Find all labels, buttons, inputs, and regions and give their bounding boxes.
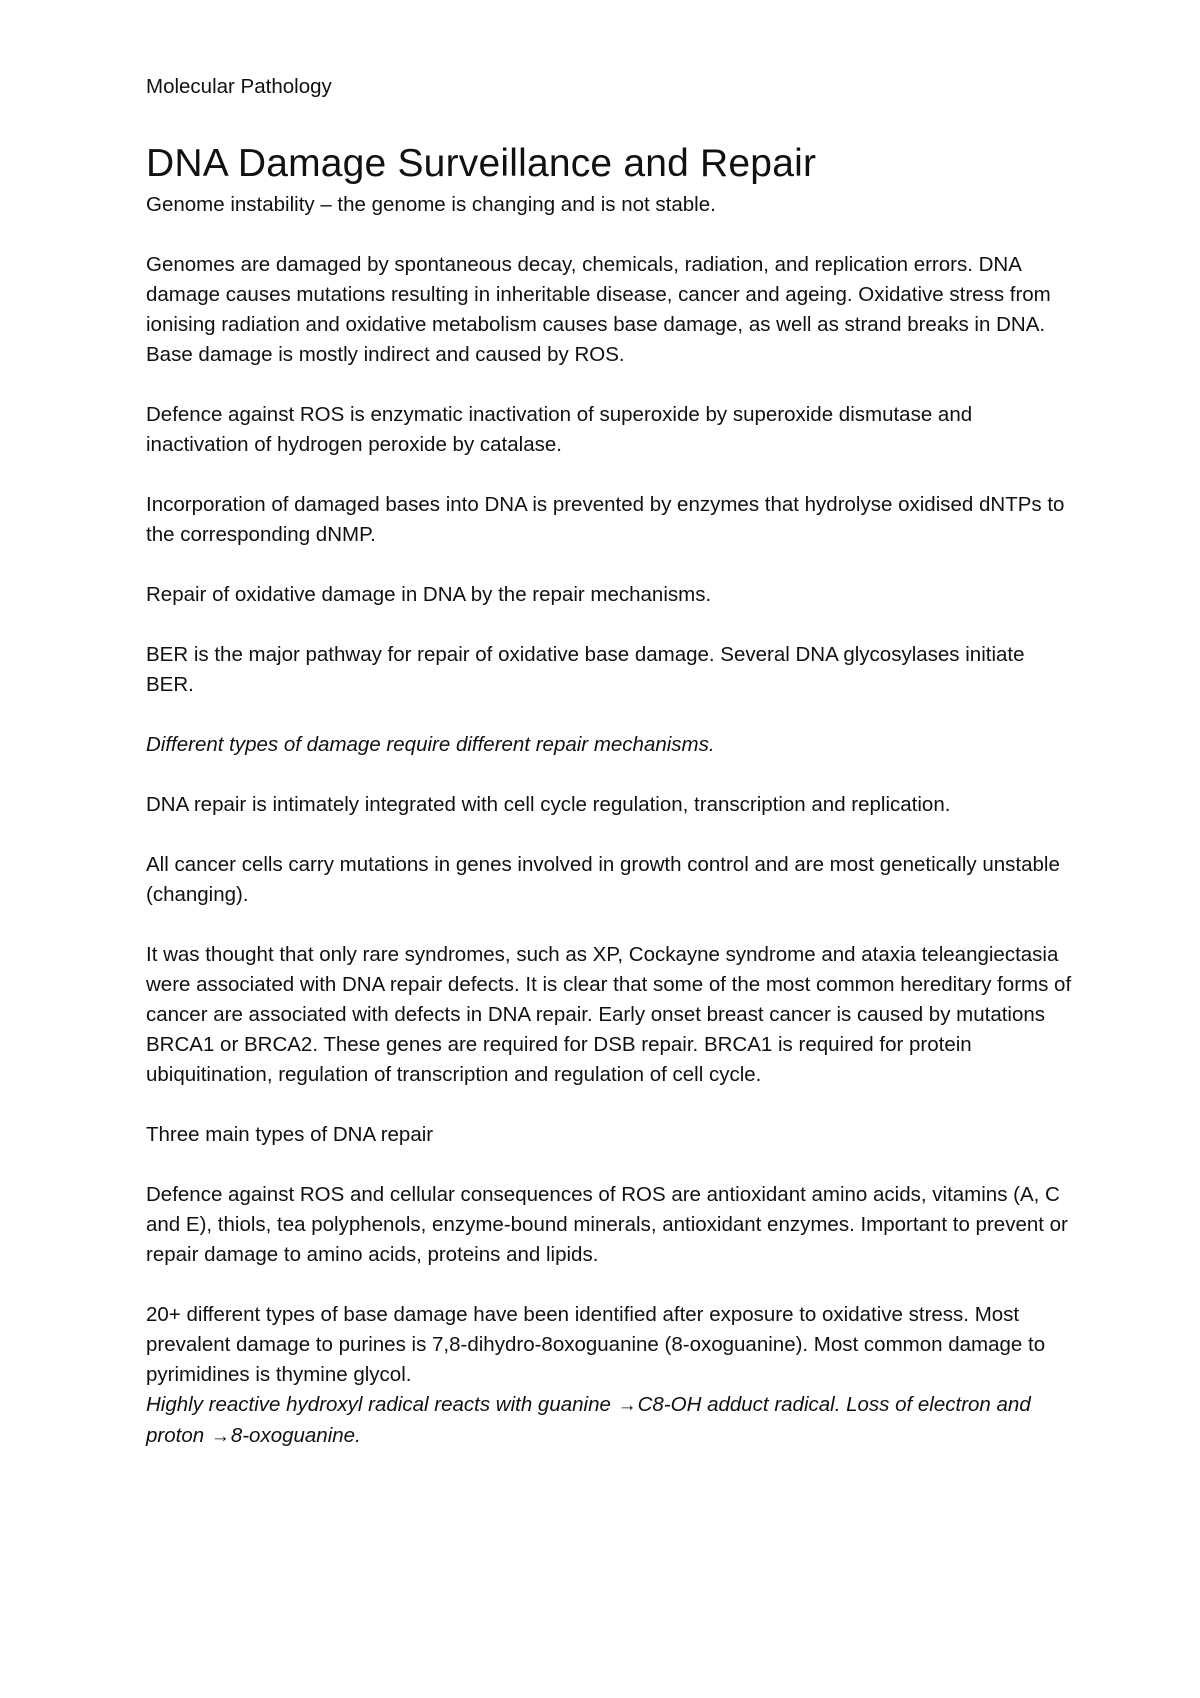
paragraph-antioxidants: Defence against ROS and cellular consequences of ROS are antioxidant amino acids, vitamins (A, C and E), thiols, tea polyphenols, enzyme-bound minerals, antioxidant enzymes. Important to prevent or repair damage to amino acids, proteins and lipids.: [146, 1183, 1068, 1266]
document-header: Molecular Pathology: [146, 75, 332, 98]
hydroxyl-text-part1: Highly reactive hydroxyl radical reacts with guanine: [146, 1393, 617, 1416]
paragraph-genome-damage: Genomes are damaged by spontaneous decay, chemicals, radiation, and replication errors. DNA damage causes mutations resulting in inheritable disease, cancer and ageing. Oxidative stress from ionising radiation and oxidative metabolism causes base damage, as well as strand breaks in DNA. Base damage is mostly indirect and caused by ROS.: [146, 253, 1051, 366]
arrow-icon: →: [210, 1426, 230, 1447]
document-title: DNA Damage Surveillance and Repair: [146, 142, 817, 185]
arrow-icon: →: [617, 1395, 637, 1416]
paragraph-cancer-cells: All cancer cells carry mutations in genes involved in growth control and are most genetically unstable (changing).: [146, 853, 1060, 906]
paragraph-ber: BER is the major pathway for repair of oxidative base damage. Several DNA glycosylases initiate BER.: [146, 643, 1025, 696]
paragraph-oxidative-repair: Repair of oxidative damage in DNA by the repair mechanisms.: [146, 583, 712, 606]
paragraph-cell-cycle: DNA repair is intimately integrated with cell cycle regulation, transcription and replication.: [146, 793, 951, 816]
paragraph-damage-types: Different types of damage require different repair mechanisms.: [146, 733, 715, 756]
paragraph-rare-syndromes: It was thought that only rare syndromes, such as XP, Cockayne syndrome and ataxia teleangiectasia were associated with DNA repair defects. It is clear that some of the most common hereditary forms of cancer are associated with defects in DNA repair. Early onset breast cancer is caused by mutations BRCA1 or BRCA2. These genes are required for DSB repair. BRCA1 is required for protein ubiquitination, regulation of transcription and regulation of cell cycle.: [146, 943, 1072, 1086]
paragraph-hydroxyl-radical: [146, 1390, 1076, 1452]
paragraph-ros-defence: Defence against ROS is enzymatic inactivation of superoxide by superoxide dismutase and inactivation of hydrogen peroxide by catalase.: [146, 403, 973, 456]
paragraph-base-damage: 20+ different types of base damage have been identified after exposure to oxidative stress. Most prevalent damage to purines is 7,8-dihydro-8oxoguanine (8-oxoguanine). Most common damage to pyrimidines is thymine glycol.: [146, 1303, 1046, 1386]
paragraph-genome-instability: Genome instability – the genome is changing and is not stable.: [146, 193, 716, 216]
hydroxyl-text-part3: 8-oxoguanine.: [230, 1424, 361, 1447]
hydroxyl-text-part2: C8-OH adduct radical. Loss of electron and proton: [146, 1393, 1031, 1447]
document-body: [146, 72, 1076, 1482]
paragraph-three-types: Three main types of DNA repair: [146, 1123, 434, 1146]
paragraph-damaged-bases: Incorporation of damaged bases into DNA is prevented by enzymes that hydrolyse oxidised dNTPs to the corresponding dNMP.: [146, 493, 1065, 546]
